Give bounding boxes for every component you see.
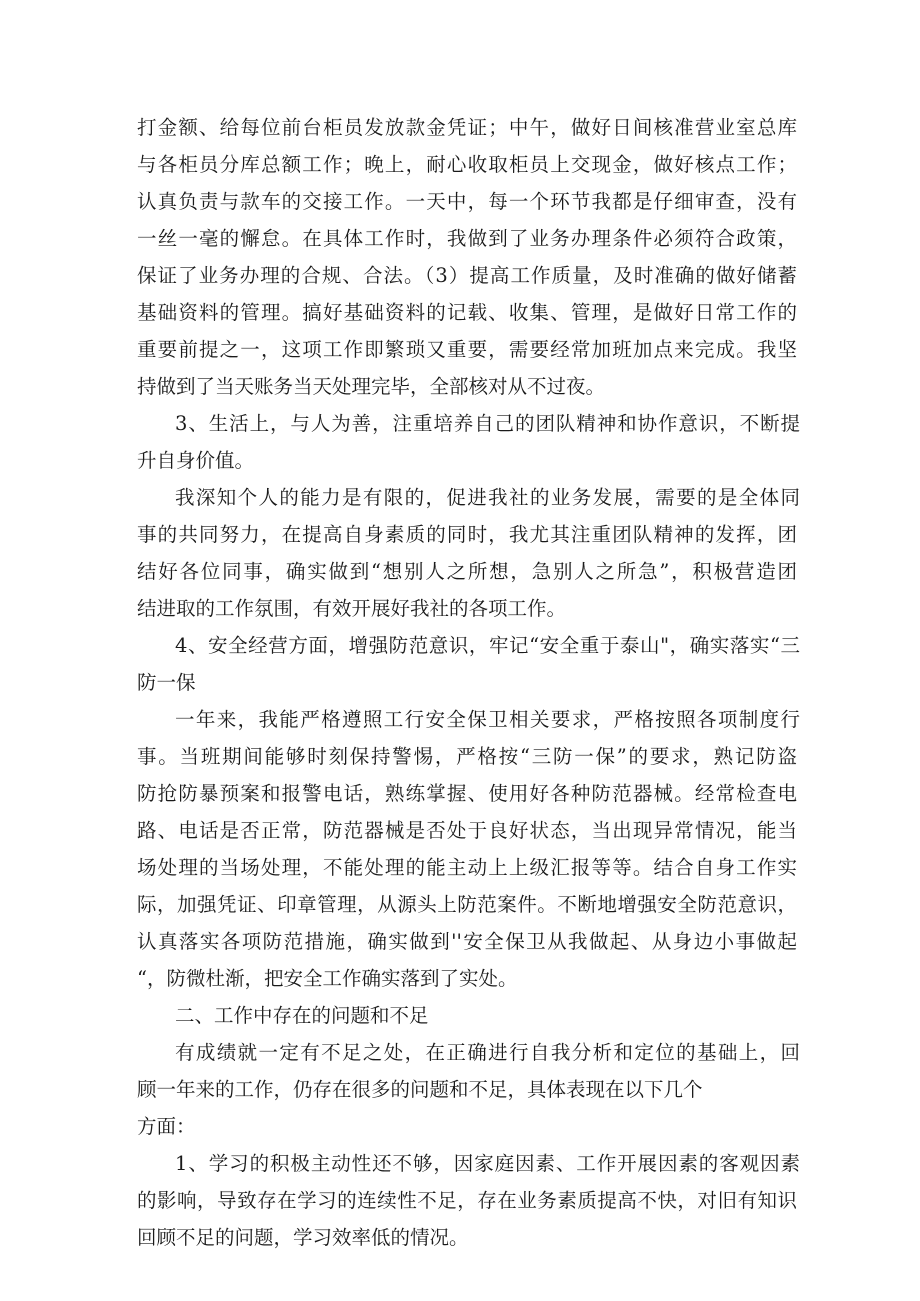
text-line: 与各柜员分库总额工作；晚上，耐心收取柜员上交现金，做好核点工作； xyxy=(137,153,797,176)
text-line: 一年来，我能严格遵照工行安全保卫相关要求，严格按照各项制度行 xyxy=(175,708,800,731)
text-line: “，防微杜渐，把安全工作确实落到了实处。 xyxy=(137,967,518,990)
section-heading: 二、工作中存在的问题和不足 xyxy=(175,1004,429,1027)
text-line: 防抢防暴预案和报警电话，熟练掌握、使用好各种防范器械。经常检查电 xyxy=(137,782,797,805)
text-line: 事的共同努力，在提高自身素质的同时，我尤其注重团队精神的发挥，团 xyxy=(137,523,797,546)
text-line: 场处理的当场处理，不能处理的能主动上上级汇报等等。结合自身工作实 xyxy=(137,856,797,879)
text-line: 结进取的工作氛围，有效开展好我社的各项工作。 xyxy=(137,597,567,620)
text-line: 重要前提之一，这项工作即繁琐又重要，需要经常加班加点来完成。我坚 xyxy=(137,338,797,361)
text-line: 基础资料的管理。搞好基础资料的记载、收集、管理，是做好日常工作的 xyxy=(137,301,797,324)
text-line: 认真落实各项防范措施，确实做到''安全保卫从我做起、从身边小事做起 xyxy=(137,930,797,953)
text-line: 认真负责与款车的交接工作。一天中，每一个环节我都是仔细审查，没有 xyxy=(137,190,797,213)
text-line: 路、电话是否正常，防范器械是否处于良好状态，当出现异常情况，能当 xyxy=(137,819,797,842)
text-line: 升自身价值。 xyxy=(137,449,255,472)
text-line: 方面： xyxy=(137,1115,196,1138)
text-line: 我深知个人的能力是有限的，促进我社的业务发展，需要的是全体同 xyxy=(175,486,800,509)
text-line: 际，加强凭证、印章管理，从源头上防范案件。不断地增强安全防范意识， xyxy=(137,893,797,916)
text-line: 3、生活上，与人为善，注重培养自己的团队精神和协作意识，不断提 xyxy=(175,412,800,435)
text-line: 的影响，导致存在学习的连续性不足，存在业务素质提高不快，对旧有知识 xyxy=(137,1189,797,1212)
text-line: 顾一年来的工作，仍存在很多的问题和不足，具体表现在以下几个 xyxy=(137,1078,703,1101)
text-line: 结好各位同事，确实做到“想别人之所想，急别人之所急”，积极营造团 xyxy=(137,560,797,583)
text-line: 回顾不足的问题，学习效率低的情况。 xyxy=(137,1226,469,1249)
text-line: 事。当班期间能够时刻保持警惕，严格按“三防一保”的要求，熟记防盗 xyxy=(137,745,797,768)
text-line: 有成绩就一定有不足之处，在正确进行自我分析和定位的基础上，回 xyxy=(175,1041,800,1064)
text-line: 保证了业务办理的合规、合法。（3）提高工作质量，及时准确的做好储蓄 xyxy=(137,264,797,287)
text-line: 一丝一毫的懈怠。在具体工作时，我做到了业务办理条件必须符合政策， xyxy=(137,227,797,250)
text-line: 持做到了当天账务当天处理完毕，全部核对从不过夜。 xyxy=(137,375,606,398)
text-line: 打金额、给每位前台柜员发放款金凭证；中午，做好日间核准营业室总库 xyxy=(137,116,797,139)
text-line: 防一保 xyxy=(137,671,196,694)
text-line: 4、安全经营方面，增强防范意识，牢记“安全重于泰山"，确实落实“三 xyxy=(175,634,800,657)
text-line: 1、学习的积极主动性还不够，因家庭因素、工作开展因素的客观因素 xyxy=(175,1152,800,1175)
